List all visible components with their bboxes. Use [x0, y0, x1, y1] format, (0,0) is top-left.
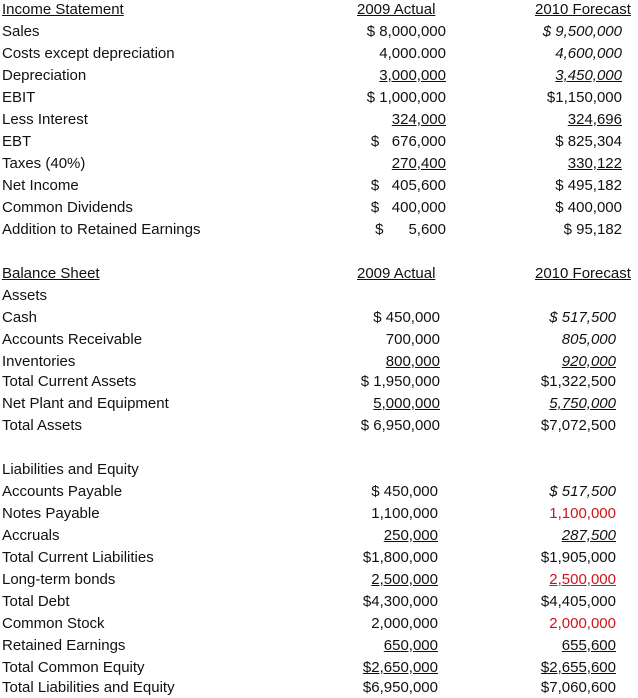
is-col-2010-header: 2010 Forecast [535, 1, 631, 18]
row-label: Accounts Payable [2, 483, 123, 500]
assets-label: Assets [2, 287, 48, 304]
value-2010: 2,000,000 [549, 615, 616, 632]
value-2010: $1,322,500 [540, 373, 616, 390]
income-statement-header [0, 0, 638, 20]
bs-row-net-plant [0, 394, 638, 414]
row-label: Common Stock [2, 615, 105, 632]
value-2009: 250,000 [383, 527, 438, 544]
row-label: Total Debt [2, 593, 70, 610]
value-2009: $ 405,600 [370, 177, 446, 194]
row-label: Long-term bonds [2, 571, 116, 588]
value-2010: $1,905,000 [540, 549, 616, 566]
value-2009: 2,500,000 [371, 571, 438, 588]
value-2009: $2,650,000 [362, 659, 438, 676]
row-label: Common Dividends [2, 199, 133, 216]
value-2010: 920,000 [561, 353, 616, 370]
value-2009: $ 400,000 [370, 199, 446, 216]
value-2010: $ 9,500,000 [542, 23, 622, 40]
is-row-costs [0, 44, 638, 64]
income-statement-title: Income Statement [2, 1, 124, 18]
is-row-depreciation [0, 66, 638, 86]
value-2010: $7,060,600 [540, 679, 616, 696]
is-row-interest [0, 110, 638, 130]
value-2009: 324,000 [391, 111, 446, 128]
is-row-sales [0, 22, 638, 42]
row-label: Total Assets [2, 417, 83, 434]
row-label: Sales [2, 23, 40, 40]
value-2010: $ 825,304 [555, 133, 622, 150]
balance-sheet-header [0, 264, 638, 284]
value-2009: 3,000,000 [379, 67, 446, 84]
row-label: Retained Earnings [2, 637, 126, 654]
row-label: EBT [2, 133, 32, 150]
value-2009: $1,800,000 [362, 549, 438, 566]
value-2009: $ 676,000 [370, 133, 446, 150]
value-2010: 805,000 [561, 331, 616, 348]
value-2010: 4,600,000 [555, 45, 622, 62]
value-2010: $ 495,182 [555, 177, 622, 194]
value-2009: 2,000,000 [371, 615, 438, 632]
value-2009: 650,000 [383, 637, 438, 654]
bs-row-accruals [0, 526, 638, 546]
liabilities-label: Liabilities and Equity [2, 461, 139, 478]
row-label: Taxes (40%) [2, 155, 86, 172]
bs-col-2010-header: 2010 Forecast [535, 265, 631, 282]
bs-row-total-liabilities-equity [0, 678, 638, 698]
value-2010: 5,750,000 [549, 395, 616, 412]
value-2010: 324,696 [567, 111, 622, 128]
value-2009: $ 1,950,000 [360, 373, 440, 390]
bs-row-long-term-bonds [0, 570, 638, 590]
row-label: Notes Payable [2, 505, 100, 522]
bs-row-total-common-equity [0, 658, 638, 678]
value-2009: 4,000.000 [379, 45, 446, 62]
bs-row-total-current-assets [0, 372, 638, 392]
is-row-ebt [0, 132, 638, 152]
is-row-taxes [0, 154, 638, 174]
bs-row-total-current-liabilities [0, 548, 638, 568]
value-2010: $ 517,500 [549, 309, 616, 326]
value-2009: $ 8,000,000 [366, 23, 446, 40]
bs-row-common-stock [0, 614, 638, 634]
value-2009: 270,400 [391, 155, 446, 172]
value-2009: $4,300,000 [362, 593, 438, 610]
row-label: Total Current Liabilities [2, 549, 154, 566]
value-2010: $2,655,600 [540, 659, 616, 676]
row-label: EBIT [2, 89, 36, 106]
value-2009: $ 450,000 [373, 309, 440, 326]
is-col-2009-header: 2009 Actual [357, 1, 436, 18]
bs-row-total-debt [0, 592, 638, 612]
value-2010: 1,100,000 [549, 505, 616, 522]
value-2010: 330,122 [567, 155, 622, 172]
row-label: Total Liabilities and Equity [2, 679, 175, 696]
bs-row-retained-earnings [0, 636, 638, 656]
row-label: Total Common Equity [2, 659, 145, 676]
is-row-ebit [0, 88, 638, 108]
bs-row-accounts-payable [0, 482, 638, 502]
row-label: Accounts Receivable [2, 331, 143, 348]
value-2009: 5,000,000 [373, 395, 440, 412]
value-2010: 2,500,000 [549, 571, 616, 588]
is-row-addition-re [0, 220, 638, 240]
bs-col-2009-header: 2009 Actual [357, 265, 436, 282]
row-label: Costs except depreciation [2, 45, 175, 62]
value-2010: $ 517,500 [549, 483, 616, 500]
liabilities-section-label [0, 460, 638, 480]
value-2010: $ 400,000 [555, 199, 622, 216]
value-2010: 3,450,000 [555, 67, 622, 84]
bs-row-ar [0, 330, 638, 350]
bs-row-total-assets [0, 416, 638, 436]
row-label: Accruals [2, 527, 60, 544]
value-2009: $ 6,950,000 [360, 417, 440, 434]
row-label: Addition to Retained Earnings [2, 221, 201, 238]
value-2009: 1,100,000 [371, 505, 438, 522]
balance-sheet-title: Balance Sheet [2, 265, 100, 282]
is-row-dividends [0, 198, 638, 218]
value-2009: $ 5,600 [375, 221, 446, 238]
value-2009: 700,000 [385, 331, 440, 348]
row-label: Net Plant and Equipment [2, 395, 169, 412]
value-2009: 800,000 [385, 353, 440, 370]
value-2010: $1,150,000 [546, 89, 622, 106]
row-label: Depreciation [2, 67, 87, 84]
value-2009: $6,950,000 [362, 679, 438, 696]
bs-row-notes-payable [0, 504, 638, 524]
row-label: Net Income [2, 177, 79, 194]
assets-section-label [0, 286, 638, 306]
bs-row-inventories [0, 352, 638, 372]
value-2010: 655,600 [561, 637, 616, 654]
value-2010: 287,500 [561, 527, 616, 544]
bs-row-cash [0, 308, 638, 328]
value-2009: $ 1,000,000 [366, 89, 446, 106]
row-label: Less Interest [2, 111, 88, 128]
row-label: Cash [2, 309, 38, 326]
row-label: Inventories [2, 353, 76, 370]
value-2010: $ 95,182 [563, 221, 622, 238]
value-2010: $4,405,000 [540, 593, 616, 610]
value-2010: $7,072,500 [540, 417, 616, 434]
is-row-net-income [0, 176, 638, 196]
row-label: Total Current Assets [2, 373, 137, 390]
value-2009: $ 450,000 [371, 483, 438, 500]
